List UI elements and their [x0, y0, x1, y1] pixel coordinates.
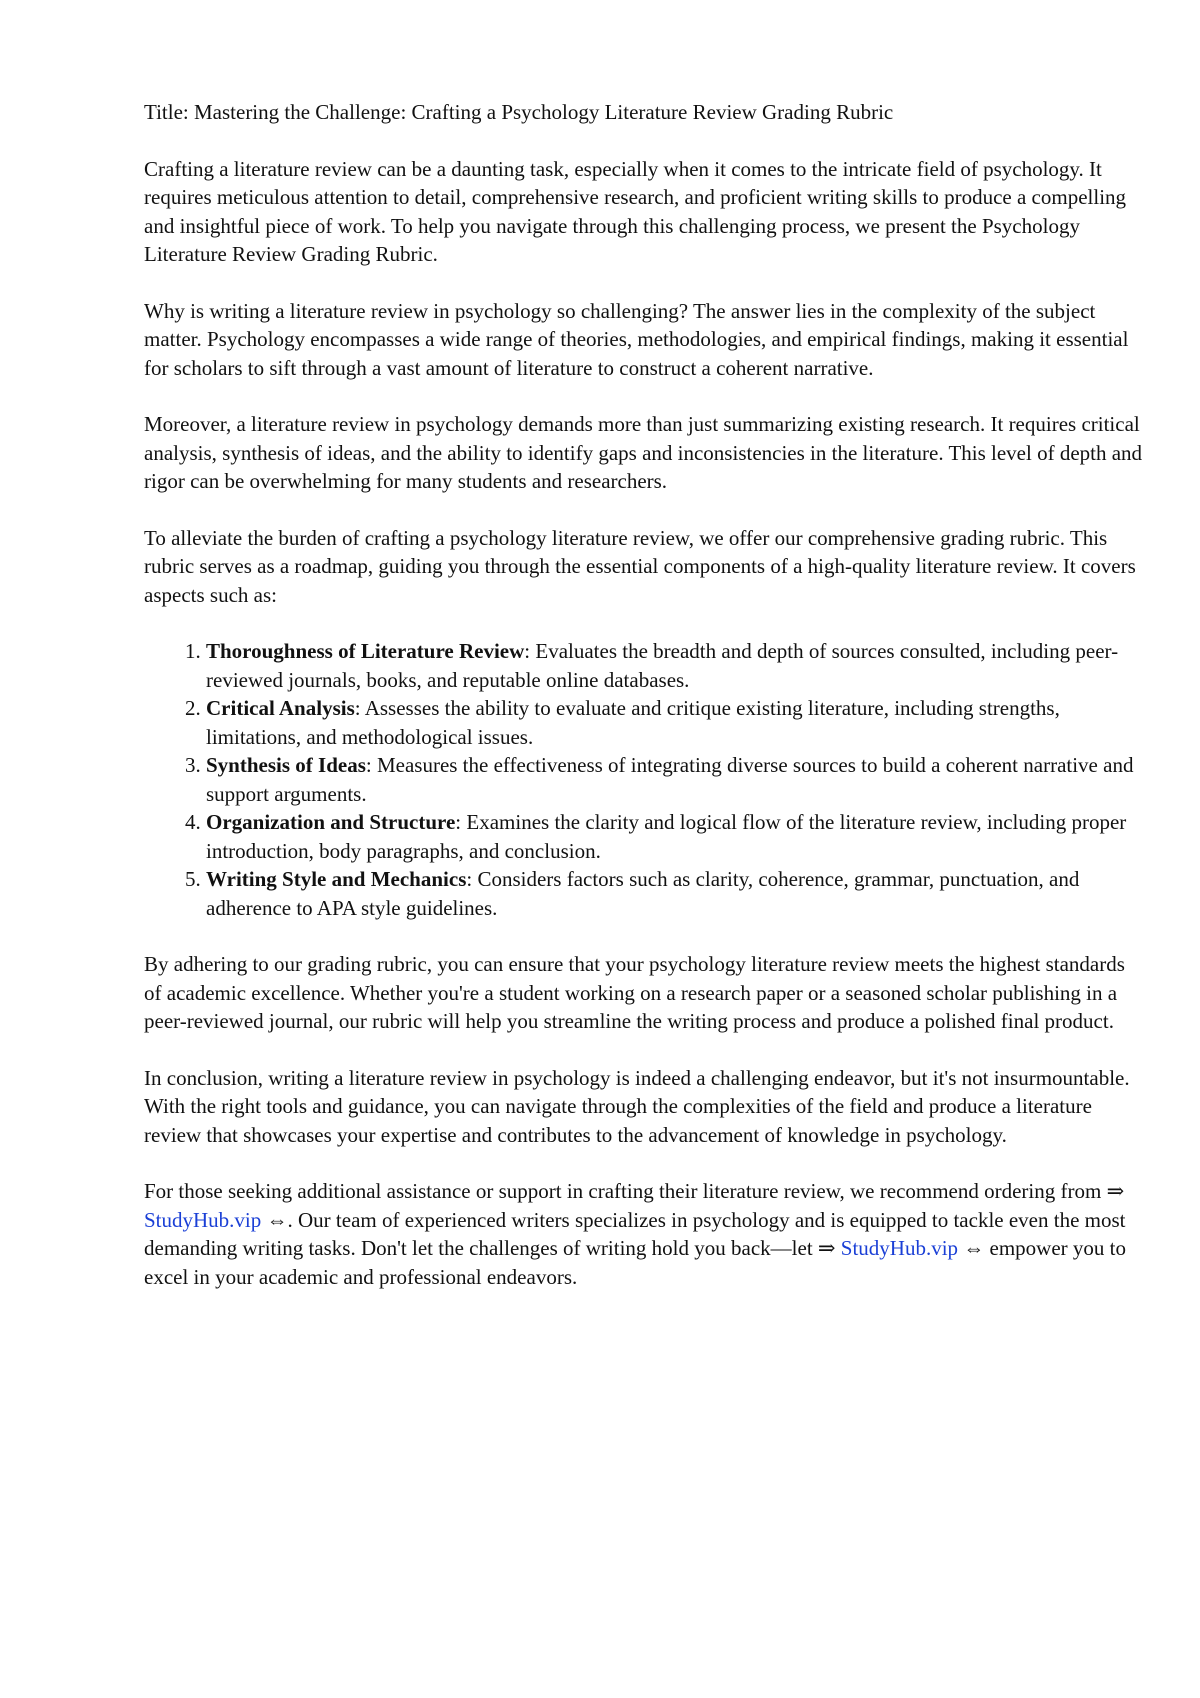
list-item: [206, 751, 1144, 808]
recommendation-text-3: empower you to excel in your academic and professional endeavors.: [144, 1236, 1127, 1289]
criterion-description: : Considers factors such as clarity, coherence, grammar, punctuation, and adherence to APA style guidelines.: [206, 867, 1080, 920]
double-arrow-icon: ⇔: [963, 1236, 985, 1260]
list-item: [206, 865, 1144, 922]
studyhub-link-2[interactable]: StudyHub.vip: [840, 1236, 959, 1260]
recommendation-text-2: . Our team of experienced writers specializes in psychology and is equipped to tackle even the most demanding writing tasks. Don't let the challenges of writing hold you back—let: [144, 1207, 1126, 1260]
list-item: [206, 637, 1144, 694]
criterion-term: Writing Style and Mechanics: [206, 867, 467, 891]
challenge-paragraph: Why is writing a literature review in psychology so challenging? The answer lies in the complexity of the subject matter. Psychology encompasses a wide range of theories, methodologies, and empirical findings, making it essential for scholars to sift through a vast amount of literature to construct a coherent narrative.: [144, 298, 1129, 380]
recommendation-paragraph: [144, 1177, 1144, 1291]
criterion-description: : Assesses the ability to evaluate and critique existing literature, including strengths, limitations, and methodological issues.: [206, 696, 1060, 749]
criterion-description: : Measures the effectiveness of integrating diverse sources to build a coherent narrative and support arguments.: [206, 753, 1134, 806]
studyhub-link-1[interactable]: StudyHub.vip: [144, 1207, 262, 1232]
criterion-term: Synthesis of Ideas: [206, 753, 366, 777]
criterion-term: Thoroughness of Literature Review: [206, 639, 525, 663]
intro-paragraph: Crafting a literature review can be a daunting task, especially when it comes to the intricate field of psychology. It requires meticulous attention to detail, comprehensive research, and proficient writing skills to produce a compelling and insightful piece of work. To help you navigate through this challenging process, we present the Psychology Literature Review Grading Rubric.: [144, 156, 1127, 266]
arrow-right-icon: ⇒: [1106, 1179, 1125, 1203]
recommendation-text-1: For those seeking additional assistance or support in crafting their literature review, we recommend ordering from: [144, 1179, 1107, 1203]
adherence-paragraph: By adhering to our grading rubric, you can ensure that your psychology literature review meets the highest standards of academic excellence. Whether you're a student working on a research paper or a seasoned scholar publishing in a peer-reviewed journal, our rubric will help you streamline the writing process and produce a polished final product.: [144, 952, 1125, 1033]
list-item: [206, 694, 1144, 751]
depth-paragraph: Moreover, a literature review in psychology demands more than just summarizing existing research. It requires critical analysis, synthesis of ideas, and the ability to identify gaps and inconsistencies in the literature. This level of depth and rigor can be overwhelming for many students and researchers.: [144, 412, 1143, 493]
list-item: [206, 808, 1144, 865]
document-page: [144, 98, 1144, 1319]
criterion-term: Organization and Structure: [206, 810, 456, 834]
conclusion-paragraph: In conclusion, writing a literature review in psychology is indeed a challenging endeavor, but it's not insurmountable. With the right tools and guidance, you can navigate through the complexities of the field and produce a literature review that showcases your expertise and contributes to the advancement of knowledge in psychology.: [144, 1065, 1130, 1147]
rubric-intro-paragraph: To alleviate the burden of crafting a psychology literature review, we offer our comprehensive grading rubric. This rubric serves as a roadmap, guiding you through the essential components of a high-quality literature review. It covers aspects such as:: [144, 525, 1136, 607]
arrow-right-icon: ⇒: [817, 1236, 836, 1260]
criterion-description: : Examines the clarity and logical flow of the literature review, including proper introduction, body paragraphs, and conclusion.: [206, 810, 1127, 863]
double-arrow-icon: ⇔: [266, 1207, 288, 1232]
document-title: Title: Mastering the Challenge: Crafting a Psychology Literature Review Grading Rubric: [144, 100, 894, 124]
rubric-criteria-list: [144, 637, 1144, 922]
criterion-term: Critical Analysis: [206, 696, 355, 720]
criterion-description: : Evaluates the breadth and depth of sources consulted, including peer-reviewed journals, books, and reputable online databases.: [206, 639, 1119, 692]
